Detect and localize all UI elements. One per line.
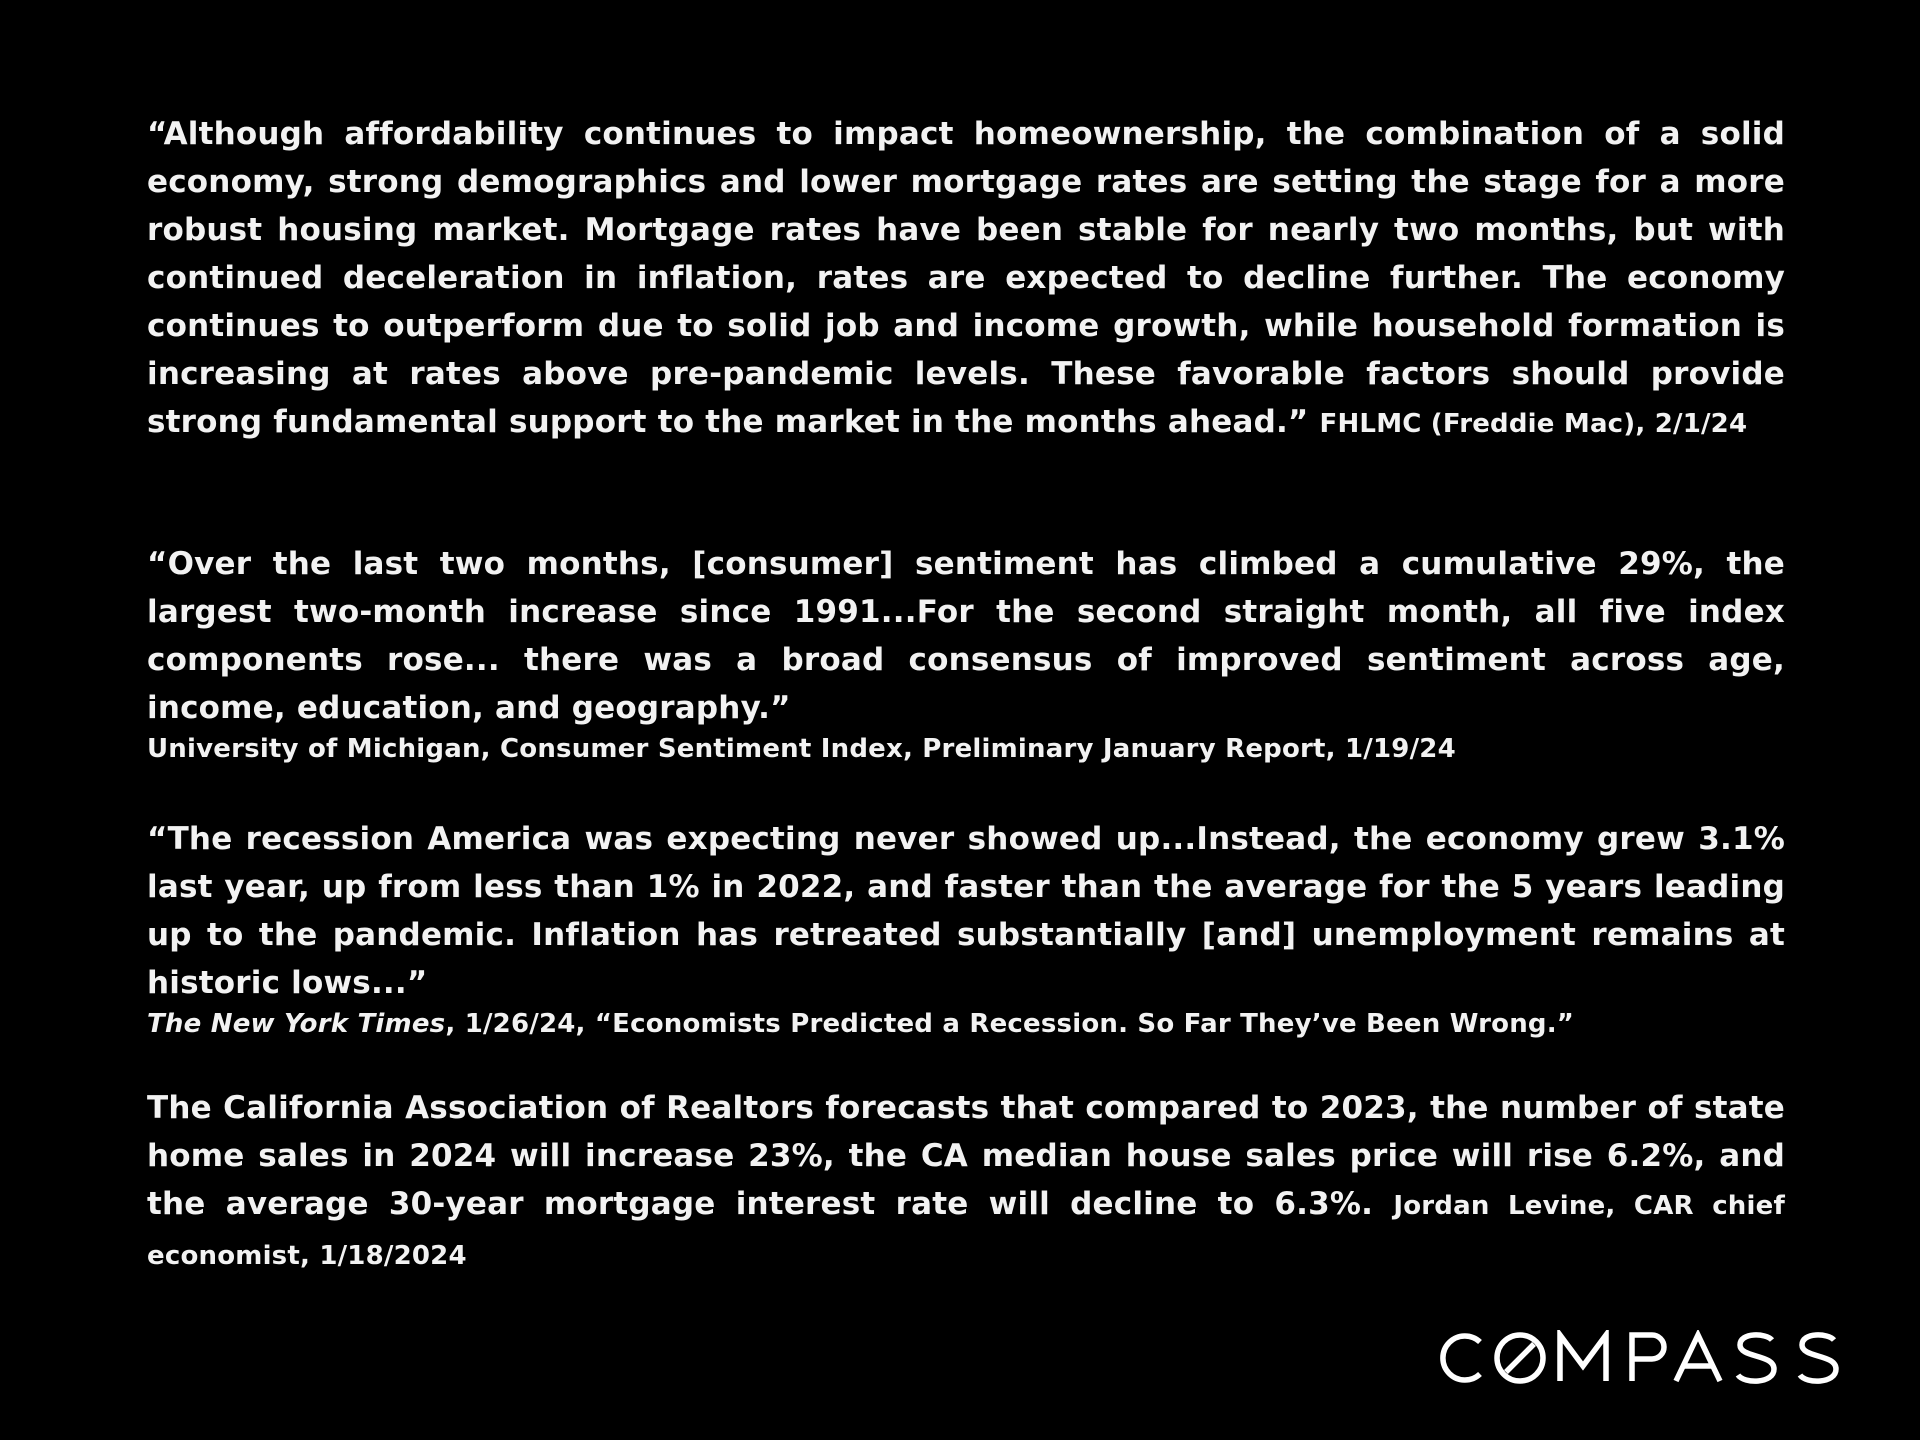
quote-text: “Although affordability continues to impact homeownership, the combination of a solid economy, strong demographics and lower mortgage rates are setting the stage for a more robust housing market. Mortgage rates have been stable for nearly two months, but with continued deceleration in inflation, rates are expected to decline further. The economy continues to outperform due to solid job and income growth, while household formation is increasing at rates above pre-pandemic levels. These favorable factors should provide strong fundamental support to the market in the months ahead.” <box>147 116 1785 440</box>
quote-new-york-times <box>147 815 1785 1041</box>
quote-attribution <box>147 1007 1785 1041</box>
compass-logo <box>1436 1330 1844 1386</box>
attribution-detail: , 1/26/24, “Economists Predicted a Recession. So Far They’ve Been Wrong.” <box>445 1009 1575 1039</box>
quote-freddie-mac <box>147 110 1785 448</box>
quote-car-forecast <box>147 1084 1785 1280</box>
quote-attribution: FHLMC (Freddie Mac), 2/1/24 <box>1319 409 1748 439</box>
attribution-source: The New York Times <box>147 1009 446 1039</box>
quote-text: “The recession America was expecting never showed up...Instead, the economy grew 3.1% last year, up from less than 1% in 2022, and faster than the average for the 5 years leading up to the pandemic. Inflation has retreated substantially [and] unemployment remains at historic lows...” <box>147 821 1785 1001</box>
quote-attribution: Jordan Levine, CAR chief economist, 1/18/2024 <box>147 1191 1785 1271</box>
quote-text: The California Association of Realtors forecasts that compared to 2023, the number of state home sales in 2024 will increase 23%, the CA median house sales price will rise 6.2%, and the average 30-year mortgage interest rate will decline to 6.3%. <box>147 1090 1785 1222</box>
quote-attribution: University of Michigan, Consumer Sentiment Index, Preliminary January Report, 1/19/24 <box>147 734 1456 764</box>
quote-text: “Over the last two months, [consumer] sentiment has climbed a cumulative 29%, the largest two-month increase since 1991...For the second straight month, all five index components rose... there was a broad consensus of improved sentiment across age, income, education, and geography.” <box>147 546 1785 726</box>
quote-university-of-michigan <box>147 540 1785 766</box>
